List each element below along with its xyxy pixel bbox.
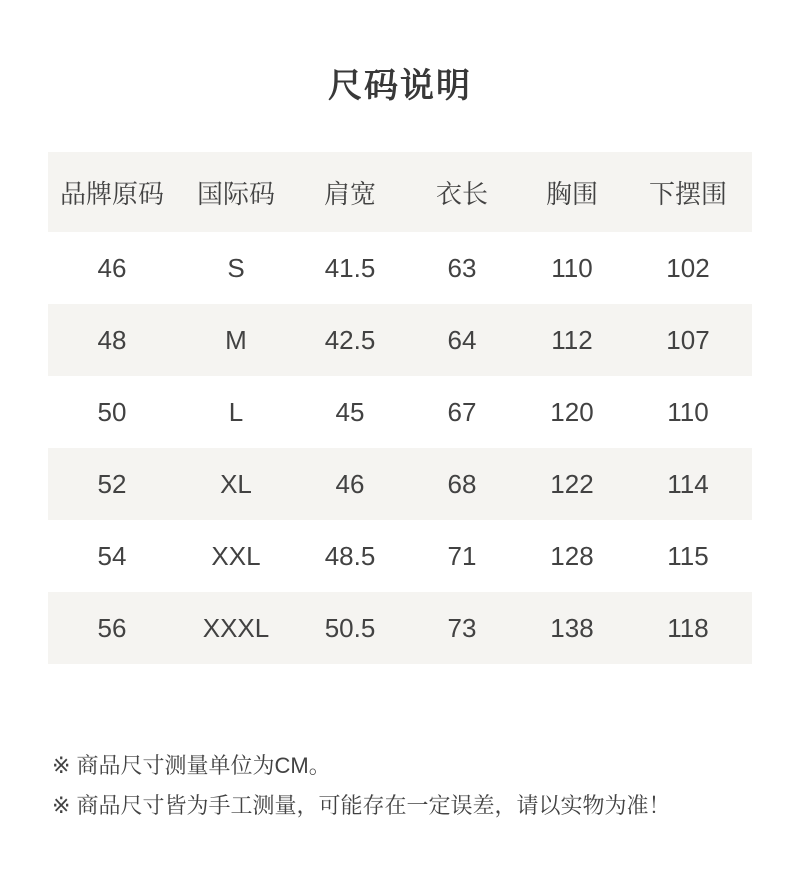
cell-hem: 115 [667, 540, 709, 571]
table-row [48, 448, 752, 520]
cell-chest: 128 [550, 540, 594, 571]
cell-brand-size: 56 [97, 612, 127, 643]
cell-hem: 118 [667, 612, 709, 643]
cell-chest: 112 [551, 324, 593, 355]
cell-brand-size: 46 [97, 252, 127, 283]
cell-chest: 110 [551, 252, 593, 283]
column-header-brand-size: 品牌原码 [59, 178, 164, 209]
cell-length: 68 [447, 468, 477, 499]
cell-intl-size: L [228, 396, 244, 427]
note-measure-unit: ※ 商品尺寸测量单位为CM。 [52, 753, 331, 778]
column-header-shoulder: 肩宽 [323, 178, 376, 209]
cell-shoulder: 50.5 [324, 612, 376, 643]
cell-length: 63 [447, 252, 477, 283]
table-row [48, 592, 752, 664]
cell-length: 64 [447, 324, 477, 355]
column-header-chest: 胸围 [545, 178, 598, 209]
footnotes [52, 746, 800, 826]
cell-hem: 107 [666, 324, 710, 355]
cell-length: 73 [447, 612, 477, 643]
cell-brand-size: 48 [97, 324, 127, 355]
cell-hem: 102 [666, 252, 710, 283]
table-row [48, 520, 752, 592]
cell-intl-size: M [225, 324, 247, 355]
cell-chest: 138 [550, 612, 594, 643]
cell-hem: 110 [667, 396, 709, 427]
cell-hem: 114 [667, 468, 709, 499]
cell-brand-size: 54 [97, 540, 127, 571]
cell-shoulder: 46 [335, 468, 365, 499]
cell-length: 67 [447, 396, 477, 427]
cell-chest: 122 [550, 468, 594, 499]
cell-intl-size: XXXL [202, 612, 270, 643]
table-header-row [48, 152, 752, 232]
column-header-hem: 下摆围 [648, 178, 727, 209]
size-chart-table [48, 152, 752, 664]
cell-shoulder: 42.5 [324, 324, 376, 355]
cell-shoulder: 48.5 [324, 540, 376, 571]
cell-intl-size: S [227, 252, 245, 283]
cell-shoulder: 41.5 [324, 252, 376, 283]
table-row [48, 304, 752, 376]
cell-intl-size: XL [220, 468, 252, 499]
cell-intl-size: XXL [211, 540, 261, 571]
cell-length: 71 [447, 540, 477, 571]
cell-chest: 120 [550, 396, 594, 427]
page-title: 尺码说明 [328, 67, 472, 105]
cell-brand-size: 50 [97, 396, 127, 427]
cell-brand-size: 52 [97, 468, 127, 499]
column-header-length: 衣长 [435, 178, 488, 209]
column-header-intl-size: 国际码 [196, 178, 275, 209]
table-row [48, 376, 752, 448]
cell-shoulder: 45 [335, 396, 365, 427]
table-row [48, 232, 752, 304]
note-manual-tolerance: ※ 商品尺寸皆为手工测量，可能存在一定误差，请以实物为准！ [52, 793, 671, 818]
